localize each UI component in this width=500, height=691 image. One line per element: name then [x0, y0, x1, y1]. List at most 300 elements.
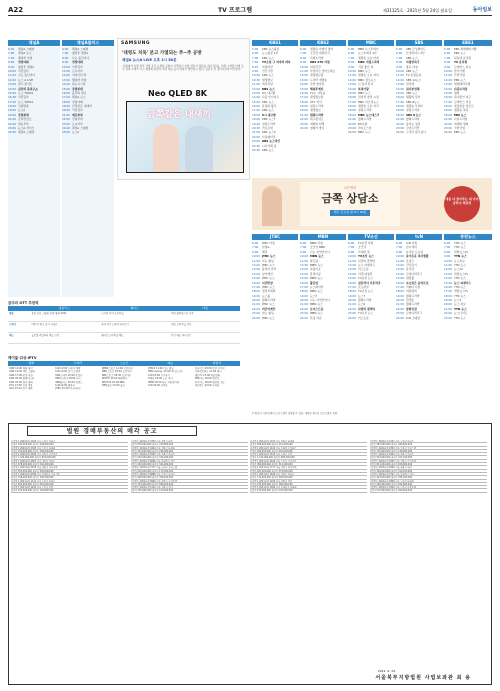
program-title: 굿모닝 대한민국 [310, 51, 330, 56]
program-time: 6:00 [62, 47, 69, 51]
program-title: YTN 뉴스 [454, 276, 466, 281]
program-title: 나이트라인 [406, 126, 420, 131]
auction-entry: 사건번호 2020타경 2345 서울 도봉구 다세대 [11, 447, 128, 450]
program-title: JTBC 뉴스 [262, 302, 275, 307]
program-time: 12:00 [300, 262, 309, 267]
program-time: 11:00 [348, 73, 357, 78]
program-time: 8:30 [348, 60, 355, 65]
channel-header-kbs1: KBS1 [252, 40, 298, 46]
program-title: YTN 뉴스 [454, 254, 467, 259]
geumjjok-banner-ad [252, 178, 492, 230]
program-title: 일일드라마 [406, 108, 420, 113]
program-title: TV는 사랑을 [310, 90, 326, 95]
program-time: 17:00 [444, 99, 453, 104]
program-title: 여름방학 [406, 289, 417, 294]
iptv-category: 어린이 [212, 361, 222, 365]
program-title: 복면가왕 [358, 86, 369, 91]
program-time: 23:00 [348, 126, 357, 131]
program-title: 모닝와이드 2부 [406, 51, 425, 56]
program-title: 금쪽같은 내새끼 [72, 104, 92, 109]
program-time: 21:00 [8, 117, 17, 122]
auction-entry: 사건번호 2021타경 6666 서울 동대문구 상가 [131, 460, 248, 463]
program-time: 11:00 [300, 258, 309, 263]
auction-entry: 감정가 678,000,000 최저가 542,400,000 [11, 463, 128, 466]
auction-entry: 감정가 268,000,000 최저가 214,400,000 [250, 443, 367, 446]
program-time: 11:00 [444, 262, 453, 267]
program-time: 6:00 [396, 241, 403, 245]
program-time: 21:00 [62, 112, 71, 117]
program-time: 9:30 [8, 64, 15, 69]
program-time: 22:00 [396, 121, 405, 126]
program-time: 22:00 [348, 121, 357, 126]
auction-entry: 감정가 534,000,000 최저가 427,200,000 [370, 456, 487, 459]
newspaper-brand: 동아일보 [472, 7, 492, 14]
program-title: KBS 뉴스 [262, 55, 274, 60]
program-time: 9:00 [348, 64, 355, 69]
program-time: 23:00 [444, 126, 453, 131]
auction-entry: 사건번호 2021타경 2222 서울 도봉구 연립 [11, 486, 128, 489]
program-title: 서민갑부 [72, 64, 83, 69]
program-time: 24:00 [396, 315, 405, 320]
auction-entry: 감정가 198,000,000 최저가 158,400,000 [11, 476, 128, 479]
schedule-column-jtbc [252, 241, 298, 409]
iptv-listing: 투니버스 09:00 안녕 자두야 [194, 367, 225, 370]
program-title: MBC 아침드라마 [358, 60, 380, 65]
program-title: 대탈출 [406, 276, 415, 281]
program-title: 기분 좋은 날 [358, 64, 374, 69]
program-time: 16:00 [300, 90, 309, 95]
schedule-column-kbs1 [252, 47, 298, 177]
iptv-listing: 투니버스 18:00 명탐정 코난 [194, 380, 225, 384]
ott-title: 금주의 OTT 추천작 [8, 301, 39, 305]
program-time: 18:00 [348, 104, 357, 109]
auction-entry: 사건번호 2021타경 2727 서울 동대문구 상가 [370, 473, 487, 476]
program-title: 인간극장 [262, 68, 273, 73]
program-title: 뉴스룸 [262, 293, 271, 298]
program-title: 굿모닝 MBN [310, 245, 326, 250]
program-title: 천일야화 [72, 60, 83, 65]
program-title: 채널A 뉴스 [18, 51, 32, 56]
program-title: 천일야화 [18, 60, 29, 65]
program-title: 극한직업 [454, 126, 465, 131]
program-time: 15:00 [444, 280, 453, 285]
program-time: 17:00 [444, 289, 453, 294]
program-row [396, 316, 442, 320]
iptv-listing: KBSN스포츠 14:00 프로야구 [101, 367, 133, 370]
program-time: 11:00 [300, 68, 309, 73]
ott-cell: 웨이브 오리지널 예능 [101, 333, 124, 337]
program-time: 16:30 [8, 95, 17, 100]
program-title: SBS 뉴스 [406, 68, 418, 73]
auction-entry: 감정가 876,000,000 최저가 700,800,000 [131, 443, 248, 446]
program-title: TV 동물농장 [406, 73, 422, 78]
ott-row [8, 333, 240, 344]
program-title: 미스트롯 [358, 315, 369, 320]
program-time: 7:00 [300, 51, 307, 56]
program-title: MBN 뉴스 [310, 302, 323, 307]
program-time: 19:00 [396, 108, 405, 113]
program-title: 뉴스파이터 [310, 284, 324, 289]
program-title: 동물의 왕국 [262, 104, 277, 109]
program-title: 6시 내고향 [262, 112, 276, 117]
program-time: 9:00 [8, 60, 15, 65]
program-time: 21:00 [252, 302, 261, 307]
program-time: 23:00 [444, 315, 453, 320]
program-time: 9:00 [396, 249, 403, 254]
program-time: 8:00 [62, 55, 69, 60]
program-title: 연합뉴스TV [454, 289, 469, 294]
auction-title: 법원 경매부동산의 매각 공고 [27, 426, 197, 436]
program-title: 슬기로운 의사생활 [406, 254, 429, 259]
program-title: JTBC 뉴스 [262, 254, 276, 259]
program-time: 23:00 [396, 126, 405, 131]
program-time: 11:00 [252, 82, 261, 87]
program-title: 뉴스광장 1부 [262, 51, 279, 56]
program-time: 8:00 [444, 249, 451, 254]
program-title: MBN 뉴스 [310, 289, 323, 294]
iptv-listing: JTBC골프 23:00 골프 [101, 383, 125, 387]
program-time: 21:00 [444, 117, 453, 122]
program-title: 채널A 스페셜 [72, 47, 89, 51]
program-time: 22:00 [396, 306, 405, 311]
program-title: 나는 몸신이다 [72, 55, 90, 60]
program-title: JTBC 뉴스 [262, 315, 275, 320]
program-title: 명의 [454, 90, 460, 95]
program-time: 15:00 [300, 276, 309, 281]
program-time: 7:00 [300, 245, 307, 250]
program-time: 9:00 [300, 60, 307, 65]
program-time: 18:00 [444, 104, 453, 109]
program-time: 13:00 [62, 77, 71, 82]
program-time: 21:00 [300, 112, 309, 117]
program-title: 생방송 오늘 저녁 [358, 73, 379, 78]
program-time: 8:25 [252, 64, 259, 69]
auction-entry: 감정가 498,000,000 최저가 398,400,000 [131, 476, 248, 479]
program-title: 뉴스7 [310, 293, 318, 298]
program-title: 뉴스7 [358, 293, 366, 298]
program-title: 수요일은 음악프로 [406, 280, 429, 285]
program-time: 12:00 [62, 73, 71, 78]
program-time: 18:00 [348, 289, 357, 294]
program-title: 황금알 [310, 280, 319, 285]
program-time: 12:00 [252, 262, 261, 267]
program-row [62, 130, 114, 134]
auction-entry: 사건번호 2021타경 1818 서울 성북구 아파트 [250, 473, 367, 476]
program-time: 5:00 [252, 47, 259, 51]
program-title: 다큐 인사이트 [262, 95, 280, 100]
program-row [348, 316, 394, 320]
program-title: 다큐프라임 [454, 117, 468, 122]
program-title: 빈센조 [406, 298, 415, 303]
program-time: 21:00 [252, 130, 261, 135]
program-title: tvN 아침 [406, 241, 418, 245]
program-title: 천일야화 [72, 99, 83, 104]
program-title: TV소설 그 여자의 바다 [262, 60, 291, 65]
program-time: 10:00 [348, 254, 357, 259]
program-title: 사랑의 콜센타 [358, 306, 376, 311]
iptv-column [54, 366, 100, 392]
program-time: 15:00 [396, 90, 405, 95]
program-time: 19:00 [348, 108, 357, 113]
program-title: KBS 뉴스 [262, 73, 274, 78]
program-time: 14:00 [252, 95, 261, 100]
program-title: EBS 뉴스 [454, 130, 466, 135]
program-time: 20:00 [300, 298, 309, 303]
program-time: 22:00 [252, 134, 261, 139]
auction-entry: 감정가 389,000,000 최저가 311,200,000 [250, 463, 367, 466]
iptv-listing: OCN 22:40 심야 영화 [9, 380, 33, 384]
program-title: 서민갑부 [18, 95, 29, 100]
program-title: 신서유기 [406, 262, 417, 267]
program-title: 2TV 저녁 [310, 99, 322, 104]
auction-entry: 감정가 512,000,000 최저가 409,600,000 [11, 443, 128, 446]
program-title: 뉴스 퍼레이드 [454, 280, 472, 285]
program-time: 5:00 [348, 47, 355, 51]
program-time: 19:00 [300, 293, 309, 298]
program-time: 22:00 [300, 117, 309, 122]
program-title: KBS 뉴스라인 [262, 139, 281, 144]
program-title: YTN 뉴스 [454, 315, 466, 320]
program-title: 보이스트롯 [310, 306, 324, 311]
schedule-column-a [8, 47, 60, 297]
program-title: 라디오스타 [358, 126, 372, 131]
auction-entry: 사건번호 2021타경 2929 서울 도봉구 단독주택 [370, 486, 487, 489]
program-time: 10:00 [300, 254, 309, 259]
program-time: 17:00 [396, 99, 405, 104]
program-title: 뉴스 TOP10 [18, 99, 34, 104]
program-time: 17:00 [396, 284, 405, 289]
ott-rows [8, 311, 240, 344]
program-time: 20:00 [396, 298, 405, 303]
auction-entry: 사건번호 2020타경 3456 서울 강북구 근린상가 [11, 453, 128, 456]
program-time: 13:00 [252, 267, 261, 272]
program-title: MBN 뉴스 [310, 262, 323, 267]
program-time: 18:00 [8, 104, 17, 109]
program-title: YTN 뉴스 [454, 306, 467, 311]
program-time: 18:00 [300, 289, 309, 294]
program-time: 14:00 [252, 271, 261, 276]
program-title: 행복한 아침 [18, 55, 33, 60]
program-time: 9:00 [348, 249, 355, 254]
tv-image [126, 101, 244, 173]
program-time: 24:00 [300, 315, 309, 320]
program-time: 7:00 [444, 245, 451, 250]
person-figure [185, 126, 213, 172]
program-title: 한국기행 [454, 68, 465, 73]
program-title: 속풀이쇼 [310, 267, 321, 272]
program-title: 식객 허영만 [358, 271, 373, 276]
program-time: 17:00 [8, 99, 17, 104]
program-time: 24:00 [300, 126, 309, 131]
iptv-category: 예능 [167, 361, 174, 365]
auction-entry: 감정가 256,000,000 최저가 204,800,000 [370, 483, 487, 486]
auction-entry: 감정가 430,000,000 최저가 344,000,000 [131, 463, 248, 466]
program-title: KBS 뉴스 [262, 147, 274, 152]
program-title: 생생정보 [262, 77, 273, 82]
program-title: 굿모닝 [358, 245, 367, 250]
iptv-column [147, 366, 193, 392]
program-title: TV 유치원 [454, 60, 468, 65]
program-time: 15:00 [348, 276, 357, 281]
program-title: YTN 뉴스 [454, 245, 466, 250]
program-title: 생생정보통 [310, 95, 324, 100]
program-title: EBS 세계테마기행 [454, 47, 477, 51]
program-time: 19:00 [62, 104, 71, 109]
program-title: 웰컴투 채널A [72, 51, 89, 56]
iptv-listing: CGV 25:10 인기 영화 [9, 387, 33, 391]
program-time: 20:00 [444, 112, 453, 117]
program-title: MBC 뉴스데스크 [358, 112, 380, 117]
program-time: 13:00 [348, 82, 357, 87]
program-title: YTN 뉴스 [454, 262, 466, 267]
program-time: 20:00 [252, 298, 261, 303]
program-title: KBS 뉴스7 [262, 117, 276, 122]
program-title: 뭉쳐야 찬다 [262, 267, 277, 272]
program-title: 나는 자연인이다 [310, 298, 330, 303]
auction-entry: 감정가 399,000,000 최저가 319,200,000 [370, 470, 487, 473]
program-title: EBS 뉴스 [454, 112, 467, 117]
banner-badge: 대중 다 알아주는 내 아이 금쪽이 처방전 [444, 186, 480, 222]
iptv-listing: OCN 20:00 블록버스터 [9, 377, 35, 381]
program-time: 21:00 [348, 117, 357, 122]
program-time: 9:00 [444, 64, 451, 69]
iptv-category: 영화 [28, 361, 35, 365]
auction-column [250, 440, 367, 670]
ott-head-cell: 넷플릭스 [58, 306, 71, 310]
program-time: 16:00 [444, 95, 453, 100]
program-title: 서민갑부 [72, 108, 83, 113]
program-title: tvN 스페셜 [406, 315, 420, 320]
program-time: 18:00 [252, 289, 261, 294]
channel-header-mbn: MBN [300, 234, 346, 240]
ott-cell: 유전 공포 스릴러 장편 영화 2021 [31, 311, 67, 315]
program-time: 15:00 [348, 90, 357, 95]
program-time: 11:00 [62, 68, 71, 73]
program-time: 21:00 [396, 117, 405, 122]
program-time: 21:00 [444, 306, 453, 311]
schedule-column-tvchosun [348, 241, 394, 409]
program-title: SBS 8 뉴스 [406, 112, 422, 117]
program-time: 22:00 [252, 306, 261, 311]
program-time: 22:00 [444, 121, 453, 126]
program-title: SBS 12뉴스 [406, 77, 422, 82]
program-title: 뉴스12 [454, 267, 463, 272]
iptv-listing: OCN 12:00 영화 명작 [9, 367, 33, 370]
ott-head-cell: 티빙 [201, 306, 208, 310]
program-title: 월화드라마 [406, 302, 420, 307]
auction-entry: 사건번호 2021타경 2626 서울 중랑구 대지 [370, 466, 487, 469]
program-time: 12:00 [396, 77, 405, 82]
program-time: 6:00 [396, 51, 403, 56]
court-signature: 서울북부지방법원 사법보좌관 최 용 [375, 674, 471, 681]
program-title: 윤식당 [406, 267, 415, 272]
program-time: 20:00 [8, 112, 17, 117]
auction-entry: 사건번호 2020타경 5678 서울 중랑구 단독주택 [11, 466, 128, 469]
program-title: 결혼작사 이혼작곡 [358, 280, 381, 285]
program-time: 7:00 [252, 55, 259, 60]
program-title: 서민갑부 [18, 68, 29, 73]
iptv-column [194, 366, 240, 392]
program-time: 16:00 [348, 280, 357, 285]
program-time: 18:00 [252, 112, 261, 117]
program-title: 알쓸신잡 [406, 306, 417, 311]
iptv-category: 드라마 [73, 361, 82, 365]
program-title: 좋은 아침 [406, 64, 418, 69]
program-title: 전지적 참견 시점 [358, 95, 379, 100]
auction-entry: 사건번호 2021타경 2121 서울 노원구 아파트 [370, 440, 487, 443]
program-title: 생방송 톡톡 [454, 108, 469, 113]
program-time: 10:00 [444, 258, 453, 263]
program-time: 17:00 [348, 284, 357, 289]
program-title: 뉴스A 라이브 [18, 126, 35, 131]
channel-header-a: 채널A [8, 40, 60, 46]
iptv-listing: MBC every1 13:00 비디오스타 [148, 370, 183, 374]
program-title: 무엇이든 물어보세요 [310, 68, 336, 73]
program-title: MBC 뉴스 [358, 68, 371, 73]
program-title: 썰전 [262, 249, 268, 254]
program-title: 런닝맨 [406, 82, 415, 87]
program-title: 일일드라마 [310, 104, 324, 109]
program-time: 10:00 [62, 64, 71, 69]
program-title: 채널A 뉴스 [72, 95, 86, 100]
iptv-listing: SBS스포츠 18:30 프로야구 [101, 373, 132, 377]
program-title: 딩동댕 유치원 [454, 55, 472, 60]
program-title: KBS 뉴스 [262, 108, 274, 113]
ad-brand: SAMSUNG [121, 41, 151, 46]
program-title: YTN 뉴스 [454, 284, 466, 289]
program-title: PD수첩 [358, 121, 368, 126]
program-time: 12:00 [444, 77, 453, 82]
program-time: 14:00 [300, 271, 309, 276]
iptv-listing: OCN 14:30 액션 스릴러 [9, 370, 36, 374]
auction-entry: 감정가 712,000,000 최저가 569,600,000 [250, 476, 367, 479]
program-time: 6:00 [348, 241, 355, 245]
auction-entry: 감정가 215,000,000 최저가 172,000,000 [131, 470, 248, 473]
program-time: 19:00 [444, 108, 453, 113]
program-title: 월화드라마 [262, 298, 276, 303]
program-time: 13:00 [444, 82, 453, 87]
program-time: 24:00 [444, 130, 453, 135]
program-time: 14:00 [396, 86, 405, 91]
program-time: 12:00 [348, 262, 357, 267]
program-title: EBS 뉴스 [454, 77, 466, 82]
program-time: 11:00 [396, 258, 405, 263]
program-time: 23:00 [252, 139, 261, 144]
program-time: 20:30 [252, 126, 261, 131]
program-title: 연합뉴스TV [454, 271, 469, 276]
program-title: 뉴스 특보 [454, 302, 466, 307]
program-time: 14:00 [8, 86, 17, 91]
auction-entry: 사건번호 2021타경 1111 서울 노원구 아파트 [11, 480, 128, 483]
program-time: 17:00 [62, 95, 71, 100]
program-time: 19:00 [252, 293, 261, 298]
program-time: 6:00 [252, 51, 259, 56]
program-title: 강철부대 [18, 112, 29, 117]
program-time: 24:30 [252, 147, 261, 152]
ad-program-logo: 채널A 뉴스A LIVE 오후 1시 50분 [122, 58, 177, 63]
auction-entry: 사건번호 2021타경 1515 서울 노원구 공장 [250, 453, 367, 456]
auction-entry: 사건번호 2021타경 2020 서울 동대문구 다세대 [250, 486, 367, 489]
auction-entry: 사건번호 2021타경 1616 서울 도봉구 근린상가 [250, 460, 367, 463]
program-title: 도시어부 [72, 121, 83, 126]
program-time: 16:00 [62, 90, 71, 95]
program-time: 6:00 [300, 241, 307, 245]
iptv-listing: tvN 22:40 유퀴즈 [148, 383, 168, 387]
program-title: 아는 형님 [262, 311, 274, 316]
program-title: 김진의 돌직구쇼 [18, 86, 38, 91]
program-title: 생생정보통 [310, 73, 324, 78]
program-time: 17:00 [252, 284, 261, 289]
